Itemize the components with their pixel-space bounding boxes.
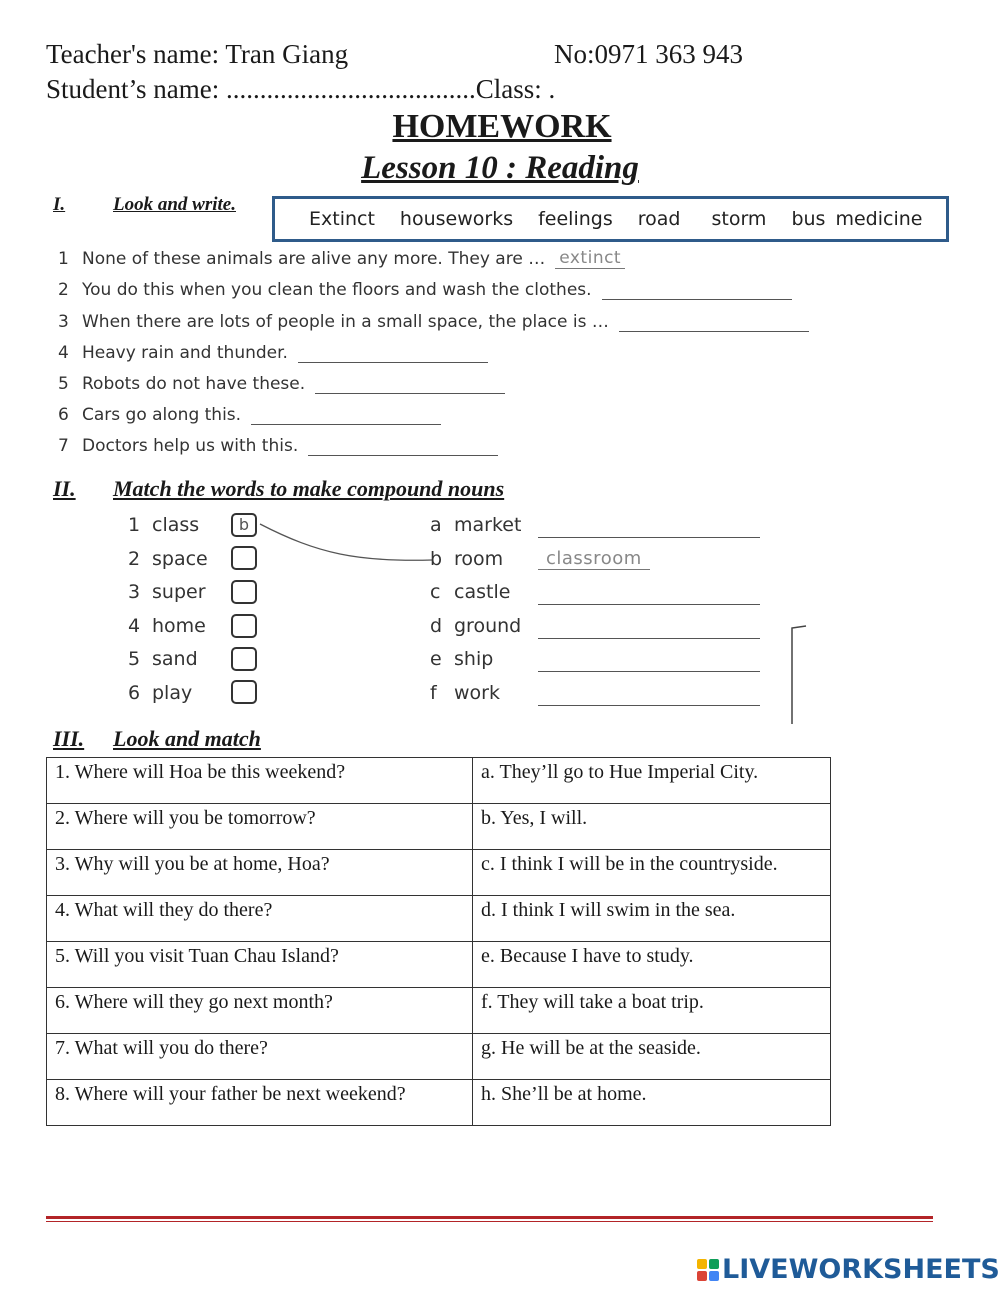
match-answer-input[interactable]: [538, 537, 760, 538]
logo-text: LIVEWORKSHEETS: [722, 1254, 1000, 1285]
section-1-title: Look and write.: [113, 194, 236, 215]
match-left-number: 4: [128, 615, 141, 637]
answer-input[interactable]: [308, 437, 498, 456]
question-row: [58, 405, 441, 425]
match-left-word: sand: [152, 648, 198, 670]
table-answer: e. Because I have to study.: [473, 942, 831, 988]
match-answer-input[interactable]: [538, 604, 760, 605]
question-number: 1: [58, 249, 69, 269]
match-right-word: market: [454, 514, 522, 536]
table-row: [47, 1034, 831, 1080]
table-row: [47, 758, 831, 804]
table-question: 8. Where will your father be next weekend?: [47, 1080, 473, 1126]
match-left-item: [128, 548, 208, 570]
table-answer: a. They’ll go to Hue Imperial City.: [473, 758, 831, 804]
table-question: 2. Where will you be tomorrow?: [47, 804, 473, 850]
table-answer: h. She’ll be at home.: [473, 1080, 831, 1126]
match-answer-input[interactable]: [538, 705, 760, 706]
word-box-item: houseworks: [399, 208, 514, 230]
section-3-number: III.: [53, 726, 85, 751]
logo-grid-icon: [697, 1259, 719, 1281]
table-question: 6. Where will they go next month?: [47, 988, 473, 1034]
match-right-item: [430, 548, 503, 570]
match-left-word: play: [152, 682, 193, 704]
question-text: Doctors help us with this.: [82, 436, 299, 456]
match-right-word: work: [454, 682, 500, 704]
match-answer-box[interactable]: b: [231, 513, 257, 537]
question-text: When there are lots of people in a small space, the place is …: [82, 312, 609, 332]
match-answer-example: classroom: [538, 548, 650, 570]
table-question: 1. Where will Hoa be this weekend?: [47, 758, 473, 804]
match-left-word: class: [152, 514, 200, 536]
table-question: 3. Why will you be at home, Hoa?: [47, 850, 473, 896]
match-right-word: room: [454, 548, 504, 570]
match-answer-box[interactable]: [231, 546, 257, 570]
question-number: 6: [58, 405, 69, 425]
match-right-word: ship: [454, 648, 494, 670]
match-left-item: [128, 581, 206, 603]
table-question: 7. What will you do there?: [47, 1034, 473, 1080]
student-name-line: Student’s name: .....................................Class: .: [46, 74, 556, 104]
match-left-item: [128, 615, 206, 637]
match-right-item: [430, 648, 493, 670]
word-box-item: feelings: [538, 208, 613, 230]
answer-input[interactable]: [315, 375, 505, 394]
match-left-number: 5: [128, 648, 141, 670]
question-row: [58, 248, 625, 269]
question-number: 2: [58, 280, 69, 300]
table-answer: c. I think I will be in the countryside.: [473, 850, 831, 896]
match-table: [46, 757, 831, 1126]
question-text: Heavy rain and thunder.: [82, 343, 288, 363]
phone-number: No:0971 363 943: [554, 39, 743, 69]
match-left-item: [128, 682, 192, 704]
table-question: 4. What will they do there?: [47, 896, 473, 942]
question-number: 7: [58, 436, 69, 456]
match-right-letter: e: [430, 648, 442, 670]
question-text: You do this when you clean the floors and wash the clothes.: [82, 280, 592, 300]
logo-square: [709, 1259, 719, 1269]
table-answer: g. He will be at the seaside.: [473, 1034, 831, 1080]
table-answer: d. I think I will swim in the sea.: [473, 896, 831, 942]
match-left-number: 6: [128, 682, 141, 704]
match-left-word: super: [152, 581, 206, 603]
word-box-item: Extinct: [309, 208, 375, 230]
match-right-item: [430, 514, 521, 536]
question-number: 4: [58, 343, 69, 363]
match-right-letter: a: [430, 514, 442, 536]
logo-square: [709, 1271, 719, 1281]
question-row: [58, 374, 505, 394]
table-question: 5. Will you visit Tuan Chau Island?: [47, 942, 473, 988]
match-right-word: castle: [454, 581, 511, 603]
word-box-item: storm: [711, 208, 767, 230]
section-1-number: I.: [53, 194, 66, 215]
match-right-letter: c: [430, 581, 441, 603]
answer-input[interactable]: [298, 344, 488, 363]
logo-square: [697, 1271, 707, 1281]
table-row: [47, 804, 831, 850]
answer-example: extinct: [555, 248, 625, 269]
table-row: [47, 942, 831, 988]
word-box-item: road: [637, 208, 681, 230]
logo-square: [697, 1259, 707, 1269]
section-2-title: Match the words to make compound nouns: [113, 476, 505, 501]
match-left-number: 3: [128, 581, 141, 603]
word-box-item: bus: [791, 208, 826, 230]
table-row: [47, 1080, 831, 1126]
word-box-item: medicine: [835, 208, 923, 230]
footer-divider-thin: [46, 1221, 933, 1222]
match-right-item: [430, 682, 500, 704]
teacher-name: Teacher's name: Tran Giang: [46, 39, 349, 69]
page-subtitle: Lesson 10 : Reading: [361, 150, 639, 186]
match-left-word: space: [152, 548, 208, 570]
question-row: [58, 436, 498, 456]
answer-input[interactable]: [251, 406, 441, 425]
match-right-word: ground: [454, 615, 522, 637]
question-text: None of these animals are alive any more. They are …: [82, 249, 546, 269]
section-3-title: Look and match: [113, 726, 261, 751]
question-text: Cars go along this.: [82, 405, 242, 425]
table-answer: f. They will take a boat trip.: [473, 988, 831, 1034]
word-box: [272, 196, 949, 242]
table-row: [47, 896, 831, 942]
match-left-number: 2: [128, 548, 141, 570]
footer-divider: [46, 1216, 933, 1219]
question-row: [58, 280, 792, 300]
match-connector-line: [258, 514, 434, 566]
liveworksheets-logo[interactable]: [697, 1254, 1000, 1285]
question-row: [58, 312, 809, 332]
match-left-number: 1: [128, 514, 141, 536]
question-number: 3: [58, 312, 69, 332]
match-left-item: [128, 514, 199, 536]
match-left-item: [128, 648, 198, 670]
match-answer-box[interactable]: [231, 580, 257, 604]
match-right-item: [430, 581, 510, 603]
match-right-letter: f: [430, 682, 437, 704]
match-answer-box[interactable]: [231, 680, 257, 704]
answer-input[interactable]: [619, 313, 809, 332]
match-answer-input[interactable]: [538, 638, 760, 639]
question-row: [58, 343, 488, 363]
answer-input[interactable]: [602, 281, 792, 300]
page-title: HOMEWORK: [392, 108, 612, 145]
match-answer-box[interactable]: [231, 614, 257, 638]
table-row: [47, 988, 831, 1034]
match-left-word: home: [152, 615, 206, 637]
table-row: [47, 850, 831, 896]
match-answer-box[interactable]: [231, 647, 257, 671]
match-right-item: [430, 615, 521, 637]
match-answer-input[interactable]: [538, 671, 760, 672]
match-right-letter: d: [430, 615, 443, 637]
question-text: Robots do not have these.: [82, 374, 306, 394]
table-answer: b. Yes, I will.: [473, 804, 831, 850]
section-2-number: II.: [53, 476, 76, 501]
decorative-bracket: [786, 620, 810, 726]
question-number: 5: [58, 374, 69, 394]
match-right-letter: b: [430, 548, 443, 570]
